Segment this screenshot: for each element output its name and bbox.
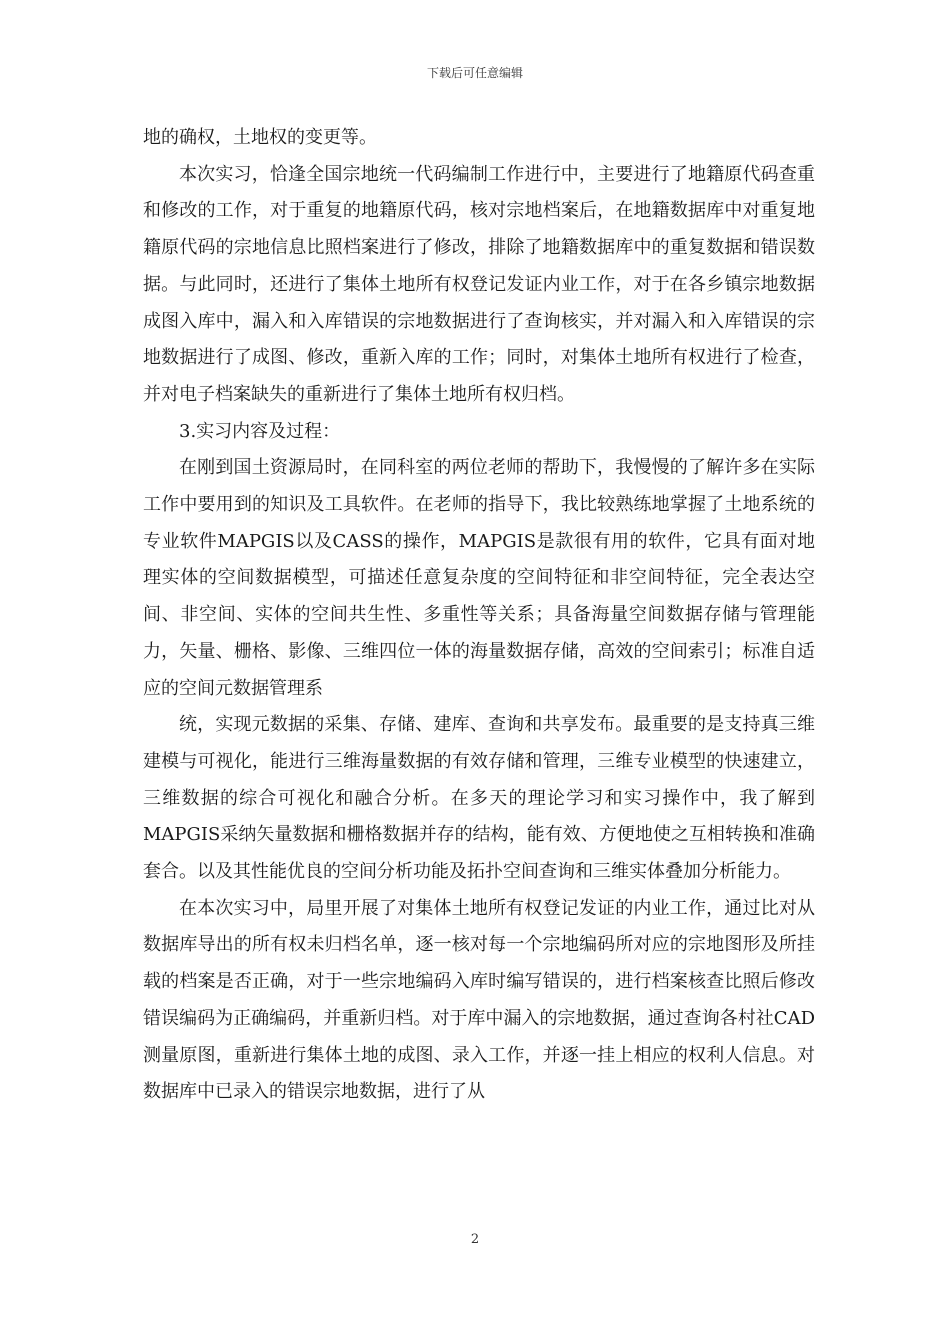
paragraph-mapgis-features: 统，实现元数据的采集、存储、建库、查询和共享发布。最重要的是支持真三维建模与可视化，能进行三维海量数据的有效存储和管理，三维专业模型的快速建立，三维数据的综合可视化和融合分析。在多天的理论学习和实习操作中，我了解到MAPGIS采纳矢量数据和栅格数据并存的结构，能有效、方便地使之互相转换和准确套合。以及其性能优良的空间分析功能及拓扑空间查询和三维实体叠加分析能力。 [143,714,815,883]
page-number: 2 [470,1232,480,1247]
paragraph-continuation: 地的确权，土地权的变更等。 [143,127,377,148]
paragraph-registration-work: 在本次实习中，局里开展了对集体土地所有权登记发证的内业工作，通过比对从数据库导出的所有权未归档名单，逐一核对每一个宗地编码所对应的宗地图形及所挂载的档案是否正确，对于一些宗地编码入库时编写错误的，进行档案核查比照后修改错误编码为正确编码，并重新归档。对于库中漏入的宗地数据，通过查询各村社CAD测量原图，重新进行集体土地的成图、录入工作，并逐一挂上相应的权利人信息。对数据库中已录入的错误宗地数据，进行了从 [143,897,815,1103]
paragraph-internship-overview: 本次实习，恰逢全国宗地统一代码编制工作进行中，主要进行了地籍原代码查重和修改的工作，对于重复的地籍原代码，核对宗地档案后，在地籍数据库中对重复地籍原代码的宗地信息比照档案进行了修改，排除了地籍数据库中的重复数据和错误数据。与此同时，还进行了集体土地所有权登记发证内业工作，对于在各乡镇宗地数据成图入库中，漏入和入库错误的宗地数据进行了查询核实，并对漏入和入库错误的宗地数据进行了成图、修改，重新入库的工作；同时，对集体土地所有权进行了检查，并对电子档案缺失的重新进行了集体土地所有权归档。 [143,163,815,405]
section-heading: 3.实习内容及过程： [179,420,341,442]
body-text [143,120,815,1111]
page-header: 下载后可任意编辑 [426,66,523,80]
paragraph-software-learning: 在刚到国土资源局时，在同科室的两位老师的帮助下，我慢慢的了解许多在实际工作中要用到的知识及工具软件。在老师的指导下，我比较熟练地掌握了土地系统的专业软件MAPGIS以及CASS的操作，MAPGIS是款很有用的软件，它具有面对地理实体的空间数据模型，可描述任意复杂度的空间特征和非空间特征，完全表达空间、非空间、实体的空间共生性、多重性等关系；具备海量空间数据存储与管理能力，矢量、栅格、影像、三维四位一体的海量数据存储，高效的空间索引；标准自适应的空间元数据管理系 [143,457,815,699]
